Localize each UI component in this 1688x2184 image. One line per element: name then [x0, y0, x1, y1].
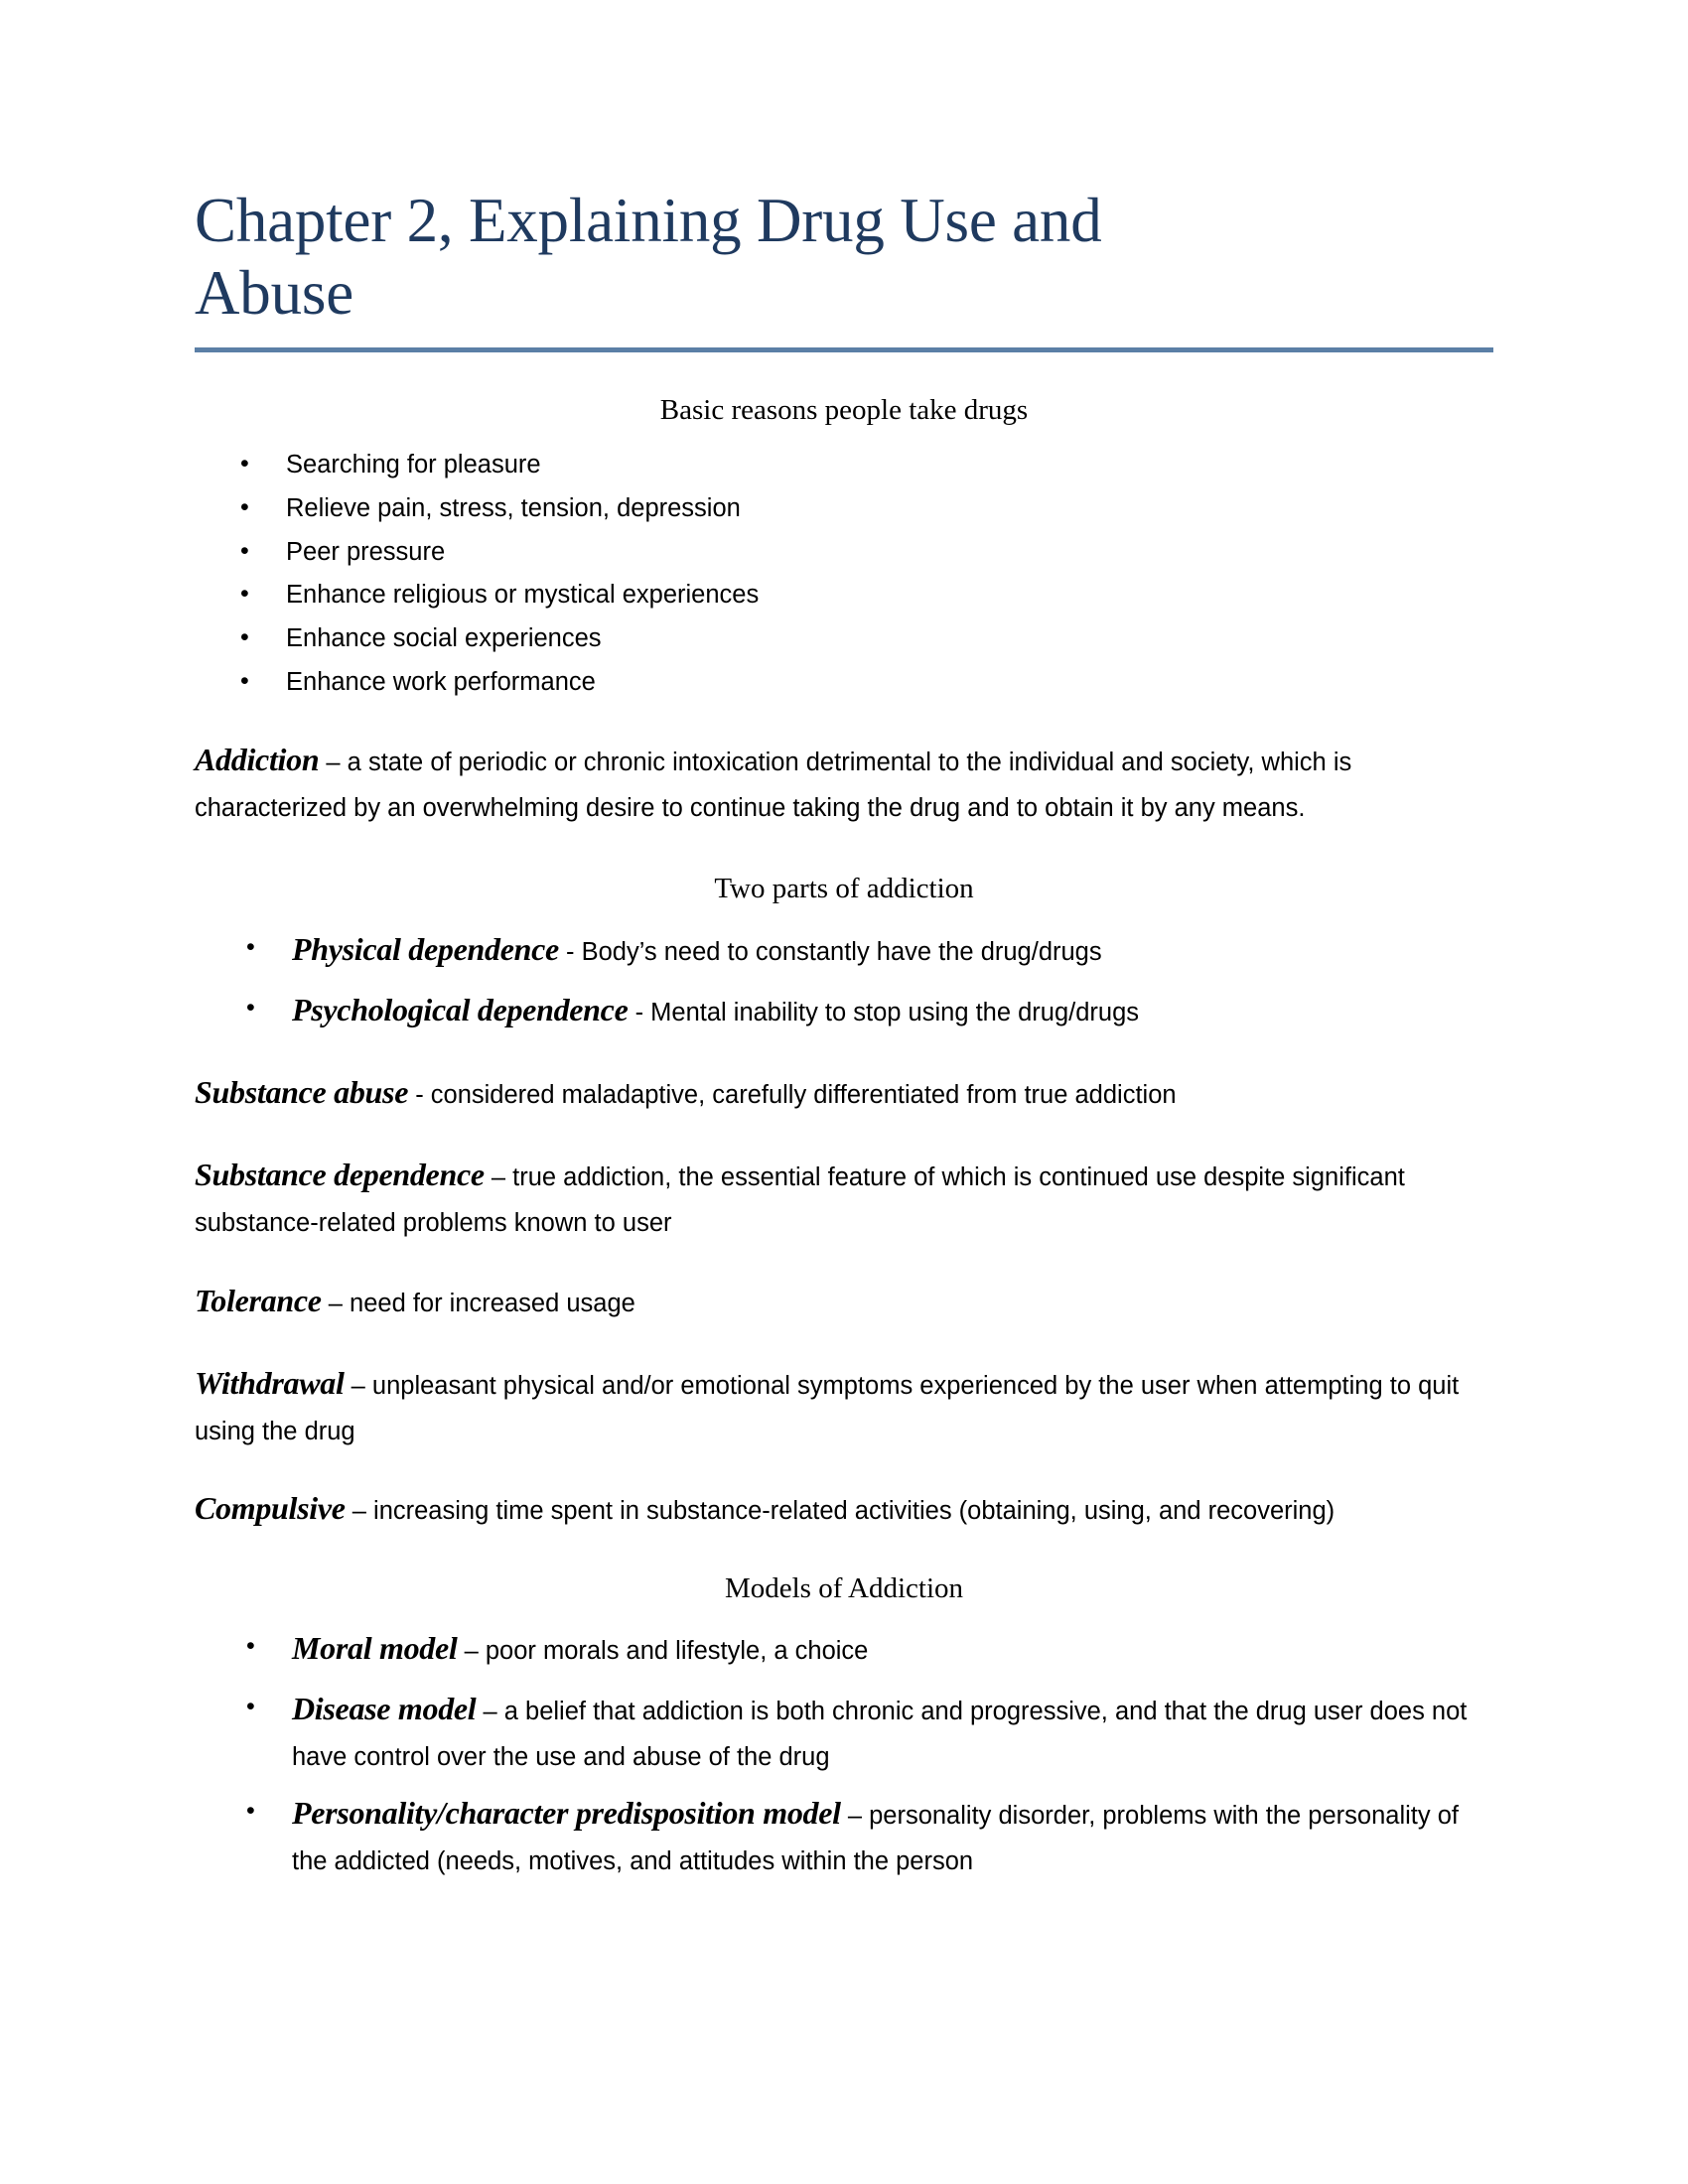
- term-addiction: Addiction: [195, 742, 320, 777]
- models-of-addiction-list: [195, 1621, 1493, 1884]
- definition-text: – a belief that addiction is both chronic and progressive, and that the drug user does not have control over the use and abuse of the drug: [292, 1698, 1468, 1772]
- definition-compulsive: [195, 1481, 1493, 1536]
- definition-text: – personality disorder, problems with the personality of the addicted (needs, motives, and attitudes within the person: [292, 1802, 1459, 1876]
- definition-addiction: [195, 733, 1493, 831]
- term-physical-dependence: Physical dependence: [292, 930, 559, 967]
- definition-text: – increasing time spent in substance-related activities (obtaining, using, and recovering): [345, 1497, 1336, 1526]
- definition-text: - Mental inability to stop using the drug/drugs: [628, 998, 1140, 1026]
- page-title-line-1: Chapter 2, Explaining Drug Use and: [195, 186, 1102, 255]
- term-disease-model: Disease model: [292, 1691, 477, 1727]
- definition-text: - considered maladaptive, carefully differentiated from true addiction: [408, 1080, 1177, 1109]
- list-item: • Enhance social experiences: [195, 617, 1493, 661]
- term-tolerance: Tolerance: [195, 1282, 322, 1318]
- list-item: • Peer pressure: [195, 531, 1493, 575]
- definition-substance-dependence: [195, 1148, 1493, 1246]
- definition-text: – a state of periodic or chronic intoxication detrimental to the individual and society, which is characterized by an overwhelming desire to continue taking the drug and to obtain it by any means.: [195, 749, 1352, 823]
- term-personality-character-predisposition-model: Personality/character predisposition model: [292, 1795, 841, 1832]
- definition-tolerance: [195, 1274, 1493, 1328]
- two-parts-list: [195, 922, 1493, 1037]
- definition-withdrawal: [195, 1356, 1493, 1454]
- list-item: • Enhance religious or mystical experiences: [195, 574, 1493, 617]
- list-item: [195, 922, 1493, 977]
- list-item: [195, 1682, 1493, 1780]
- list-item: • Relieve pain, stress, tension, depression: [195, 487, 1493, 531]
- term-substance-dependence: Substance dependence: [195, 1156, 485, 1192]
- list-item: [195, 1786, 1493, 1884]
- heading-models-of-addiction: Models of Addiction: [724, 1571, 964, 1604]
- definition-text: – poor morals and lifestyle, a choice: [457, 1637, 869, 1666]
- page-title: [195, 185, 1493, 336]
- list-item: [195, 983, 1493, 1037]
- title-divider: [195, 347, 1493, 352]
- definition-substance-abuse: [195, 1065, 1493, 1120]
- list-item: • Searching for pleasure: [195, 444, 1493, 487]
- term-withdrawal: Withdrawal: [195, 1364, 345, 1401]
- heading-basic-reasons: Basic reasons people take drugs: [659, 394, 1029, 427]
- document-content: [195, 185, 1493, 1890]
- definition-text: - Body’s need to constantly have the drug/drugs: [558, 937, 1102, 966]
- definition-text: – true addiction, the essential feature of which is continued use despite significant substance-related problems known to user: [195, 1162, 1405, 1237]
- definition-text: – need for increased usage: [321, 1289, 635, 1317]
- term-compulsive: Compulsive: [195, 1490, 346, 1527]
- heading-two-parts-of-addiction: Two parts of addiction: [714, 872, 974, 904]
- definition-text: – unpleasant physical and/or emotional symptoms experienced by the user when attempting to quit using the drug: [195, 1371, 1460, 1445]
- page-title-line-2: Abuse: [195, 258, 353, 329]
- term-substance-abuse: Substance abuse: [195, 1073, 409, 1110]
- basic-reasons-list: [195, 444, 1493, 705]
- term-moral-model: Moral model: [292, 1630, 458, 1667]
- list-item: • Enhance work performance: [195, 661, 1493, 705]
- list-item: [195, 1621, 1493, 1676]
- term-psychological-dependence: Psychological dependence: [292, 991, 629, 1027]
